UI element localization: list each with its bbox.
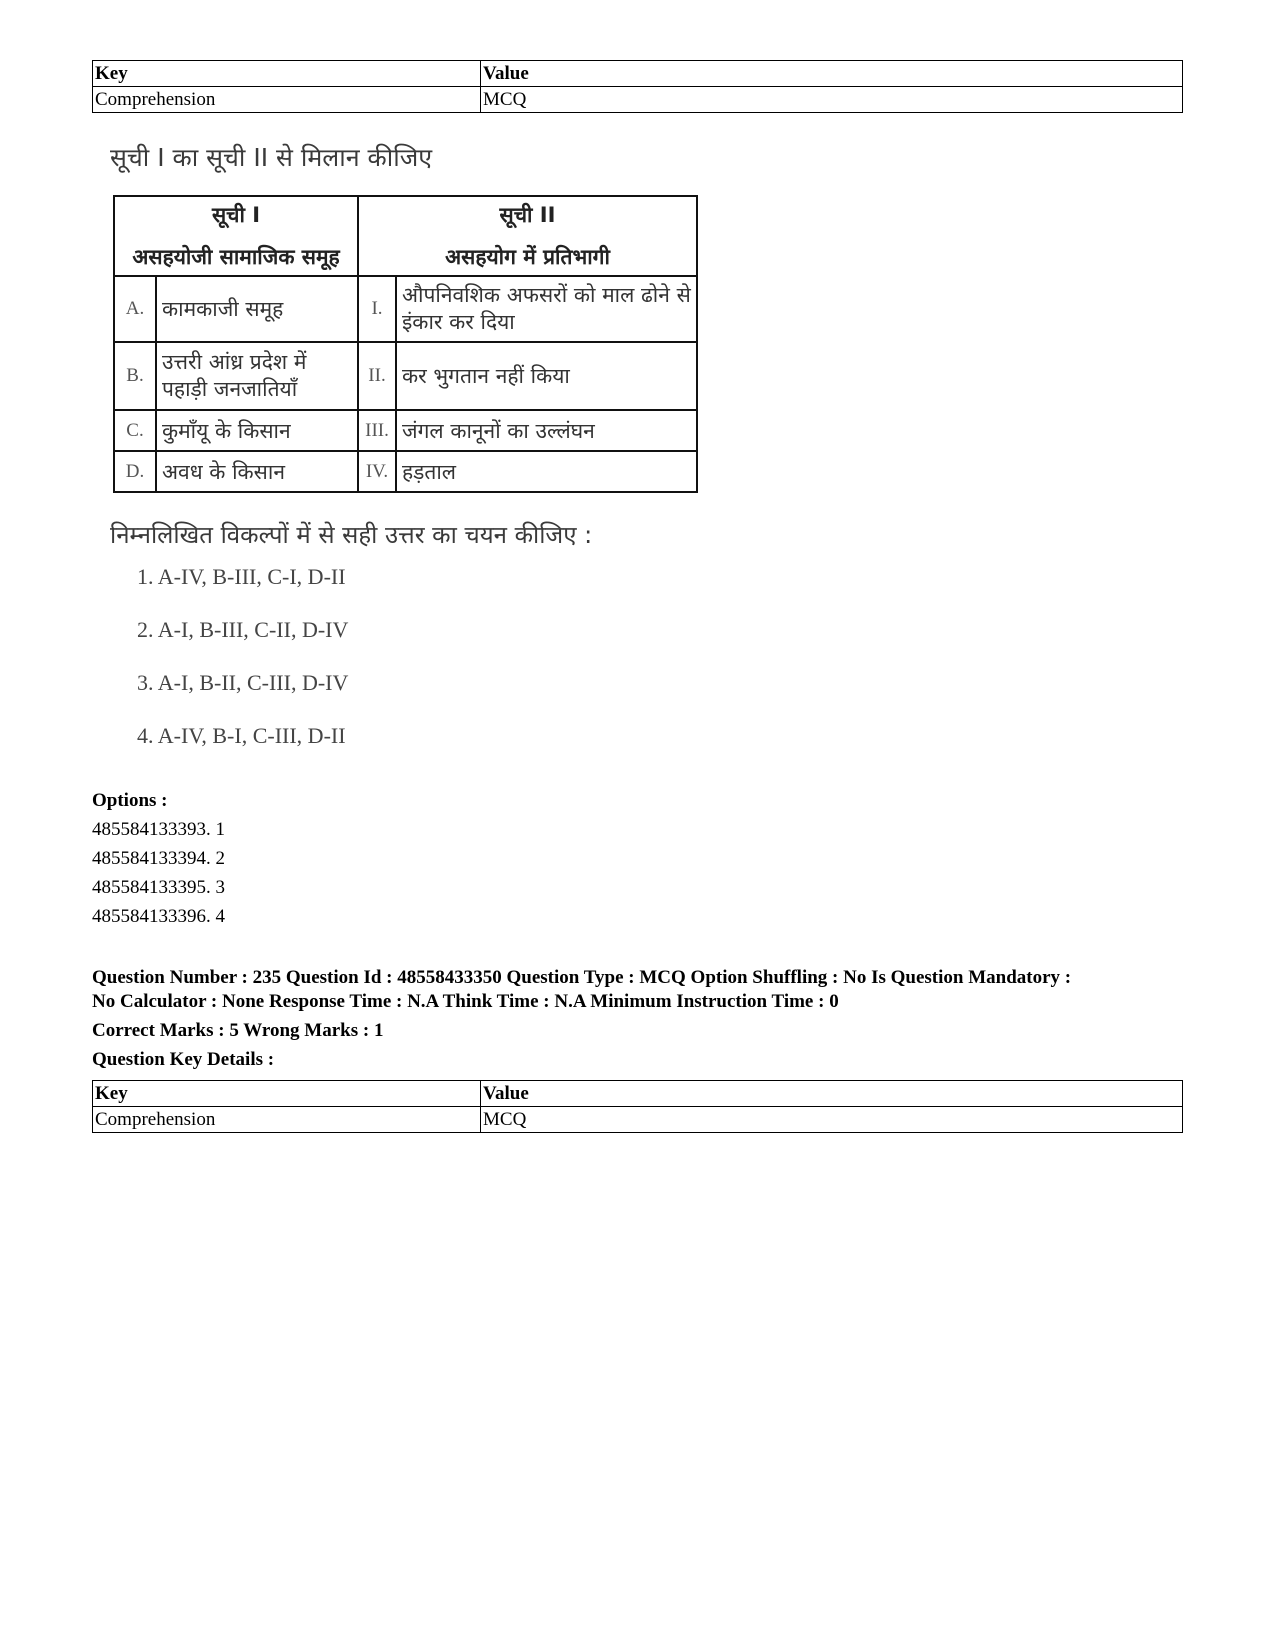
match-row [114,342,697,410]
match-row [114,276,697,342]
list1-header: सूची I [211,203,261,227]
question-title: सूची I का सूची II से मिलान कीजिए [110,143,433,172]
list2-header: सूची II [499,203,556,227]
list2-item: हड़ताल [396,451,697,492]
key-table-header-row [93,1081,1183,1107]
option-item: 485584133395. 3 [92,877,225,898]
list2-label: III. [358,410,396,451]
match-table-header-row [114,196,697,276]
list2-label: II. [358,342,396,410]
list2-header-cell [358,196,697,276]
match-row [114,410,697,451]
top-key-table [92,60,1183,113]
list2-label: IV. [358,451,396,492]
list1-item: कुमाँयू के किसान [156,410,358,451]
value-header: Value [481,61,1183,87]
match-table [113,195,698,493]
key-table-row [93,1107,1183,1133]
answer-choice: 1. A-IV, B-III, C-I, D-II [137,564,346,589]
list1-label: C. [114,410,156,451]
question-info-line2: No Calculator : None Response Time : N.A Think Time : N.A Minimum Instruction Time : 0 [92,991,839,1012]
options-section [92,786,225,931]
list1-header-cell [114,196,358,276]
key-details-heading: Question Key Details : [92,1049,275,1070]
answer-choices [137,562,348,774]
question-meta [92,966,1202,1072]
list1-subheader: असहयोजी सामाजिक समूह [132,245,340,269]
value-cell: MCQ [481,1107,1183,1133]
value-header: Value [481,1081,1183,1107]
key-cell: Comprehension [93,1107,481,1133]
list2-label: I. [358,276,396,342]
option-item: 485584133396. 4 [92,906,225,927]
marks-line: Correct Marks : 5 Wrong Marks : 1 [92,1020,384,1041]
list1-label: A. [114,276,156,342]
key-header: Key [93,1081,481,1107]
key-table-row [93,87,1183,113]
list2-item: जंगल कानूनों का उल्लंघन [396,410,697,451]
option-item: 485584133393. 1 [92,819,225,840]
match-row [114,451,697,492]
key-cell: Comprehension [93,87,481,113]
list2-subheader: असहयोग में प्रतिभागी [445,245,610,269]
answer-choice: 4. A-IV, B-I, C-III, D-II [137,723,346,748]
list2-item: कर भुगतान नहीं किया [396,342,697,410]
question-info-line1: Question Number : 235 Question Id : 48558433350 Question Type : MCQ Option Shuffling : No Is Question Mandatory : [92,967,1072,988]
options-heading: Options : [92,790,168,811]
question-instruction: निम्नलिखित विकल्पों में से सही उत्तर का चयन कीजिए : [110,521,593,549]
answer-choice: 3. A-I, B-II, C-III, D-IV [137,670,349,695]
answer-choice: 2. A-I, B-III, C-II, D-IV [137,617,349,642]
option-item: 485584133394. 2 [92,848,225,869]
key-header: Key [93,61,481,87]
key-table-header-row [93,61,1183,87]
bottom-key-table [92,1080,1183,1133]
list1-item: उत्तरी आंध्र प्रदेश में पहाड़ी जनजातियाँ [156,342,358,410]
value-cell: MCQ [481,87,1183,113]
list1-item: अवध के किसान [156,451,358,492]
list1-label: D. [114,451,156,492]
list1-label: B. [114,342,156,410]
list1-item: कामकाजी समूह [156,276,358,342]
list2-item: औपनिवशिक अफसरों को माल ढोने से इंकार कर दिया [396,276,697,342]
